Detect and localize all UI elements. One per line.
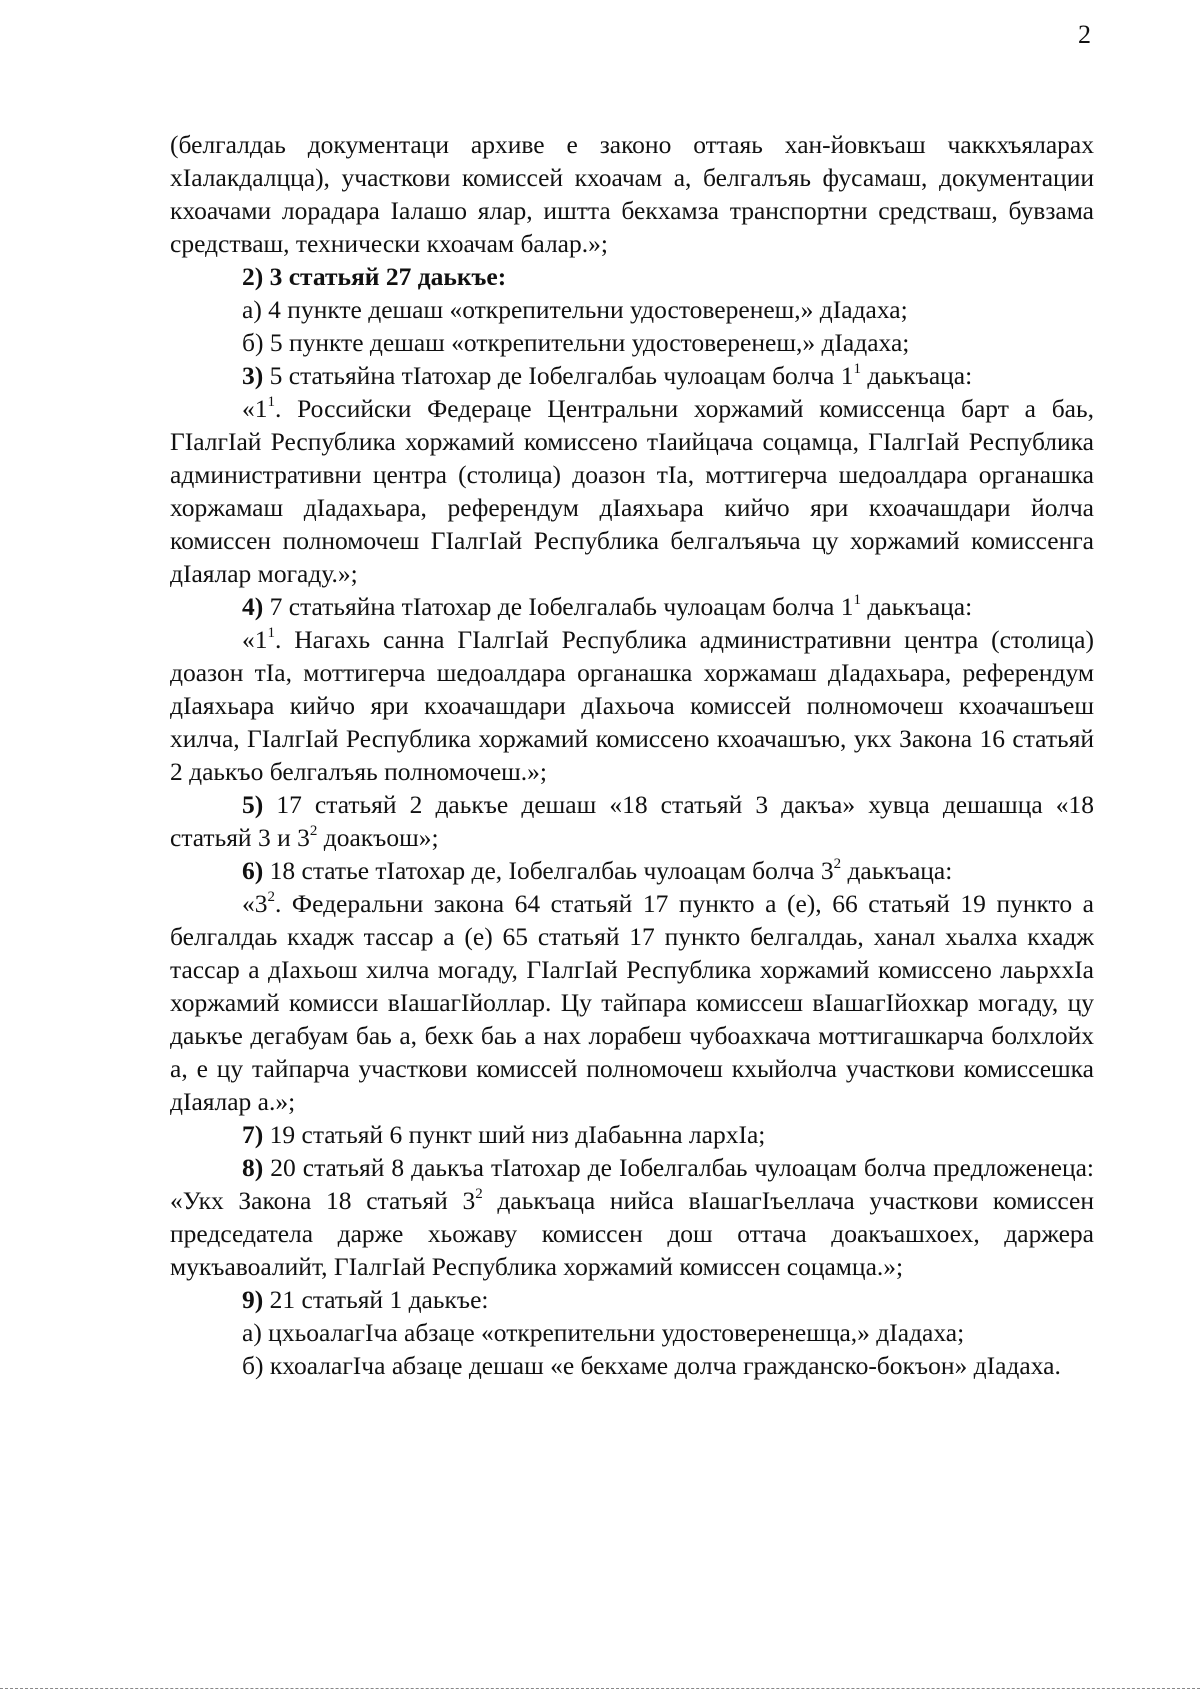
item-2a: а) 4 пункте дешаш «открепительни удостоверенеш,» дIадаха; xyxy=(242,295,908,324)
item-4-quote xyxy=(170,623,1094,788)
quote-text: «3 xyxy=(242,889,268,918)
quote-text: . Российски Федераце Центральни хоржамий комиссенца барт а баь, ГIалгIай Республика хоржамий комиссено тIаийцача соцамца, ГIалгIай Республика административни центра (столица) доазон тIа, моттигерча шедоалдара органашка хоржамаш дIадахьара, референдум дIаяхьара кийчо яри кхоачашдари йолча комиссен полномочеш ГIалгIай Республика белгалъяьча цу хоржамий комиссенга дIаялар могаду.»; xyxy=(170,394,1094,588)
paragraph-continuation: (белгалдаь документаци архиве е законо оттаяь хан-йовкъаш чаккхъяларах хIалакдалцца), участкови комиссей кхоачам а, белгалъяь фусамаш, документации кхоачами лорадара Iалашо ялар, иштта бекхамза транспортни средстваш, бувзама средстваш, технически кхоачам балар.»; xyxy=(170,130,1094,258)
item-text: даькъаца нийса вIашагIъеллача участкови комиссен председатела дарже хьожаву комиссен дош оттача доакъашхоех, даржера мукъавоалийт, ГIалгIай Республика хоржамий комиссен соцамца.»; xyxy=(170,1186,1094,1281)
quote-text: «1 xyxy=(242,625,268,654)
item-9 xyxy=(170,1283,1094,1316)
item-8 xyxy=(170,1151,1094,1283)
item-text: даькъаца: xyxy=(860,592,973,621)
item-6-quote xyxy=(170,887,1094,1118)
item-6 xyxy=(170,854,1094,887)
item-text: 19 статьяй 6 пункт ший низ дIабаьнна лархIа; xyxy=(263,1120,766,1149)
item-text: 17 статьяй 2 даькъе дешаш «18 статьяй 3 дакъа» хувца дешашца «18 статьяй 3 и 3 xyxy=(170,790,1094,852)
superscript: 1 xyxy=(853,361,861,377)
item-3 xyxy=(170,359,1094,392)
item-number: 3) xyxy=(242,361,264,390)
item-2-heading-text: 2) 3 статьяй 27 даькъе: xyxy=(242,262,507,291)
item-number: 4) xyxy=(242,592,264,621)
item-text: 20 статьяй 8 даькъа тIатохар де Iобелгалбаь чулоацам болча предложенеца: «Укх Закона 18 статьяй 3 xyxy=(170,1153,1094,1215)
superscript: 2 xyxy=(833,856,842,872)
document-body xyxy=(170,128,1094,1382)
item-number: 5) xyxy=(242,790,264,819)
item-text: 7 статьяйна тIатохар де Iобелгалабь чулоацам болча 1 xyxy=(263,592,854,621)
item-5 xyxy=(170,788,1094,854)
scan-edge-line xyxy=(0,1688,1200,1689)
item-number: 8) xyxy=(242,1153,264,1182)
superscript: 1 xyxy=(853,592,861,608)
item-4 xyxy=(170,590,1094,623)
item-2-heading xyxy=(170,260,1094,293)
quote-text: . Нагахь санна ГIалгIай Республика административни центра (столица) доазон тIа, моттигерча шедоалдара органашка хоржамаш дIадахьара, референдум дIаяхьара кийчо яри кхоачашдари дIахьоча комиссей полномочеш кхоачашъеш хилча, ГIалгIай Республика хоржамий комиссено кхоачашъю, укх Закона 16 статьяй 2 даькъо белгалъяь полномочеш.»; xyxy=(170,625,1094,786)
quote-text: «1 xyxy=(242,394,268,423)
superscript: 2 xyxy=(309,823,318,839)
item-number: 6) xyxy=(242,856,264,885)
quote-text: . Федеральни закона 64 статьяй 17 пункто а (е), 66 статьяй 19 пункто а белгалдаь кхадж тассар а (е) 65 статьяй 17 пункто белгалдаь, ханал хьалха кхадж тассар а дIахьош хилча могаду, ГIалгIай Республика хоржамий комиссено лаьрххIа хоржамий комисси вIашагIйоллар. Цу тайпара комиссеш вIашагIйохкар могаду, цу даькъе дегабуам баь а, бехк баь а нах лорабеш чубоахкача моттигашкарча болхлойх а, е цу тайпарча участкови комиссей полномочеш кхыйолча участкови комиссешка дIаялар а.»; xyxy=(170,889,1094,1116)
item-text: 5 статьяйна тIатохар де Iобелгалбаь чулоацам болча 1 xyxy=(263,361,854,390)
superscript: 1 xyxy=(267,394,275,410)
item-9a: а) цхьоалагIча абзаце «открепительни удостоверенешца,» дIадаха; xyxy=(242,1318,965,1347)
item-3-quote xyxy=(170,392,1094,590)
superscript: 2 xyxy=(475,1186,483,1202)
superscript: 2 xyxy=(267,889,275,905)
superscript: 1 xyxy=(267,625,275,641)
item-text: доакъош»; xyxy=(317,823,439,852)
item-9b: б) кхоалагIча абзаце дешаш «е бекхаме долча гражданско-бокъон» дIадаха. xyxy=(242,1351,1061,1380)
page-number: 2 xyxy=(1078,20,1091,49)
item-7 xyxy=(170,1118,1094,1151)
item-2b: б) 5 пункте дешаш «открепительни удостоверенеш,» дIадаха; xyxy=(242,328,910,357)
item-text: 21 статьяй 1 даькъе: xyxy=(263,1285,489,1314)
item-number: 9) xyxy=(242,1285,264,1314)
item-text: даькъаца: xyxy=(841,856,953,885)
item-text: даькъаца: xyxy=(860,361,973,390)
item-text: 18 статье тIатохар де, Iобелгалбаь чулоацам болча 3 xyxy=(263,856,834,885)
item-number: 7) xyxy=(242,1120,264,1149)
